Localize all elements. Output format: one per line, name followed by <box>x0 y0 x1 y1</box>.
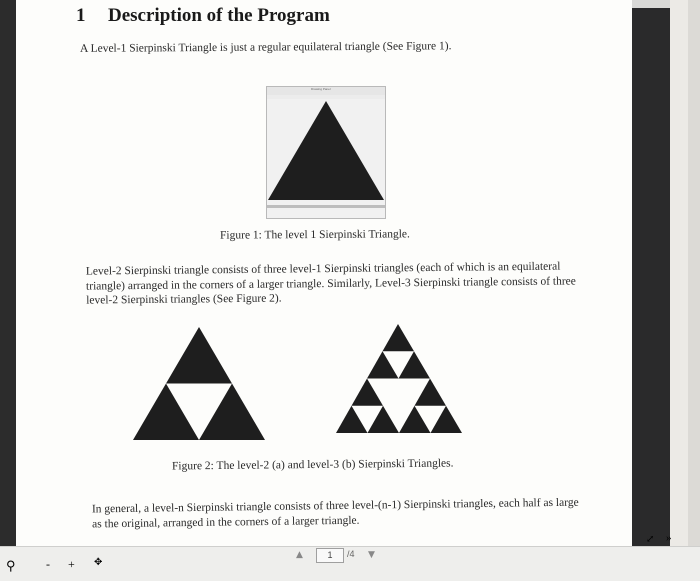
zoom-out-button[interactable]: - <box>46 557 50 571</box>
expand-icon[interactable]: ⤢ <box>646 534 655 545</box>
level3-sub-triangle <box>399 351 431 378</box>
section-title: Description of the Program <box>108 5 330 26</box>
right-edge <box>688 0 700 580</box>
search-icon[interactable]: ⚲ <box>6 558 16 573</box>
right-dark-strip <box>632 8 670 548</box>
general-paragraph: In general, a level-n Sierpinski triangle consists of three level-(n-1) Sierpinski triangles, each half as large as the original, arranged in the corners of a larger triangle. <box>91 496 579 530</box>
level3-sub-triangle <box>367 351 399 378</box>
page-number-input[interactable]: 1 <box>316 548 344 563</box>
level3-sub-triangle <box>336 406 368 433</box>
zoom-in-button[interactable]: + <box>68 557 75 571</box>
level3-sub-triangle <box>415 379 447 406</box>
level3-sub-triangle <box>399 406 431 433</box>
pan-icon[interactable]: ✥ <box>94 557 103 568</box>
level3-sub-triangle <box>383 324 415 351</box>
down-arrow-icon[interactable]: ▼ <box>368 550 375 560</box>
level3-sub-triangle <box>431 406 463 433</box>
page-total: /4 <box>347 549 355 559</box>
level2-sub-triangle <box>133 384 199 441</box>
level2-sub-triangle <box>199 384 265 441</box>
figure1-caption: Figure 1: The level 1 Sierpinski Triangle. <box>219 228 410 242</box>
level3-sub-triangle <box>352 379 384 406</box>
up-arrow-icon[interactable]: ▲ <box>296 550 303 560</box>
more-button[interactable]: » <box>666 532 672 544</box>
intro-paragraph: A Level-1 Sierpinski Triangle is just a regular equilateral triangle (See Figure 1). <box>79 40 452 55</box>
level2-paragraph: Level-2 Sierpinski triangle consists of three level-1 Sierpinski triangles (each of which is an equilateral triangle) arranged in the corners of a larger triangle. Similarly, Level-3 Sierpinski triangle consists of three level-2 Sierpinski triangles (See Figure 2). <box>85 260 576 307</box>
level3-sub-triangle <box>368 406 400 433</box>
window-title: Drawing Panel <box>311 87 331 91</box>
level2-sub-triangle <box>166 327 232 384</box>
figure2-caption: Figure 2: The level-2 (a) and level-3 (b) Sierpinski Triangles. <box>171 457 454 473</box>
section-number: 1 <box>76 5 86 26</box>
